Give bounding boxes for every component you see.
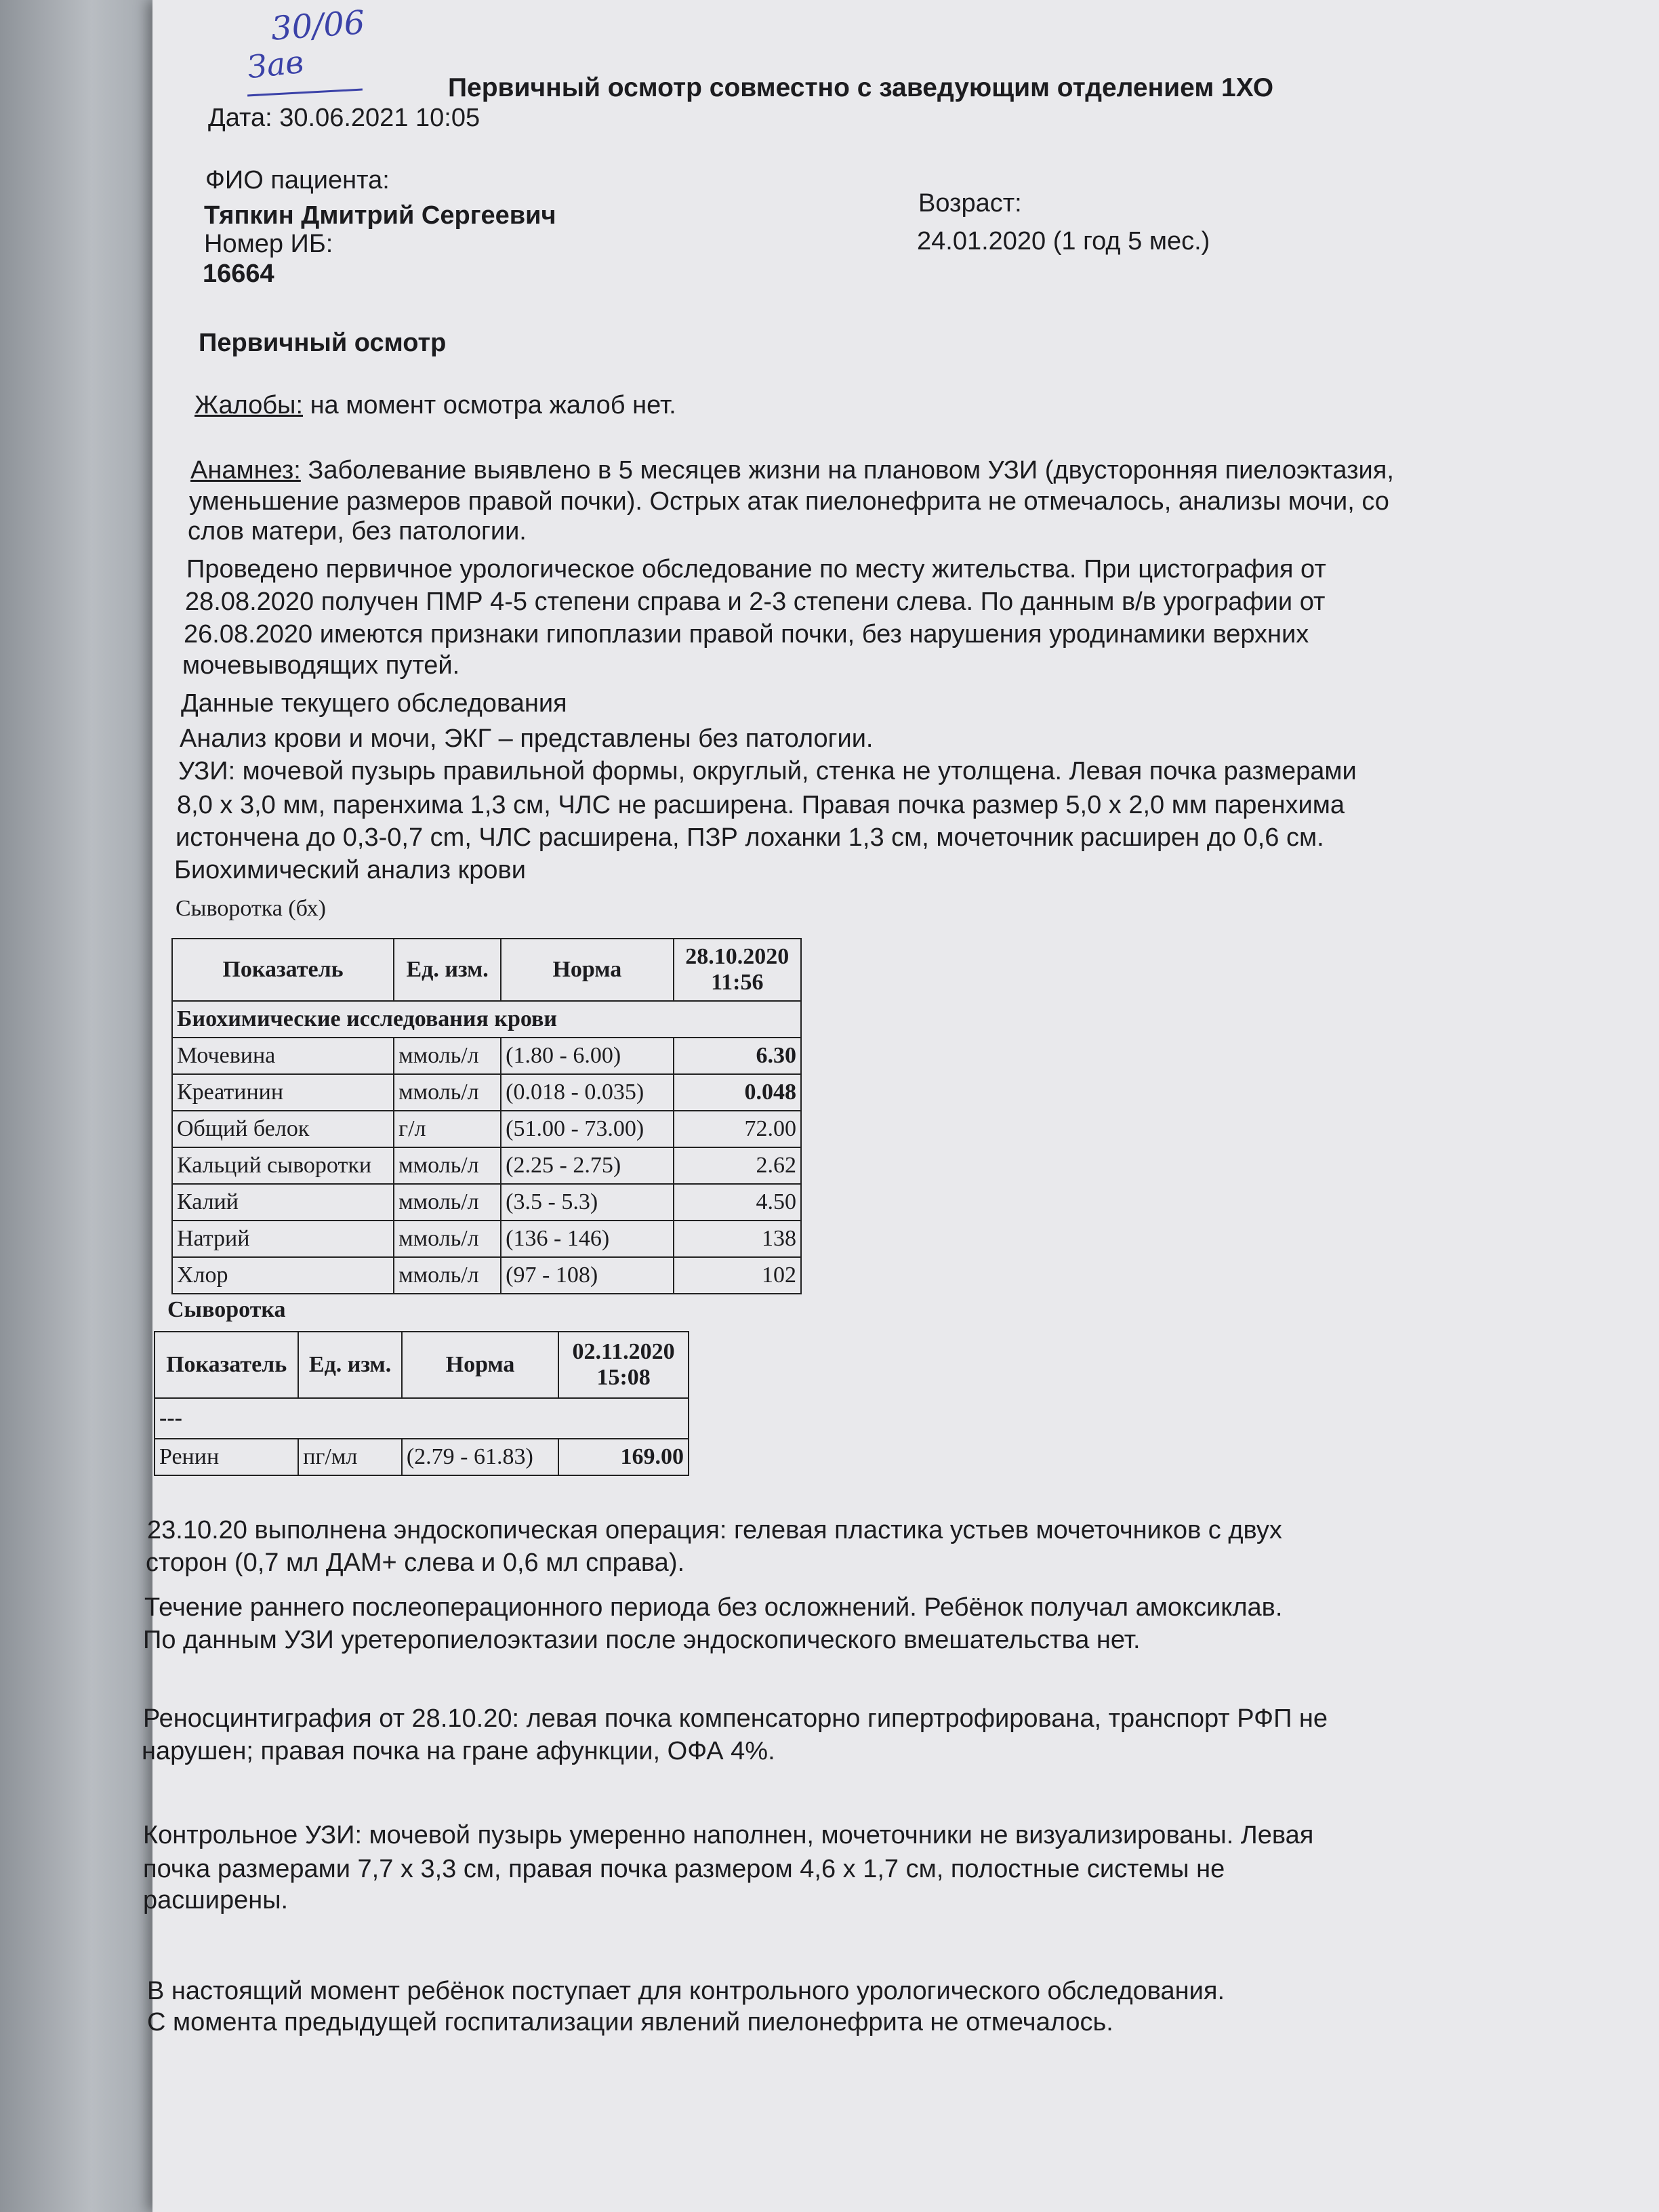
column-header: Норма bbox=[501, 939, 673, 1001]
body-line: нарушен; правая почка на гране афункции, ОФА 4%. bbox=[142, 1737, 775, 1765]
fio-label: ФИО пациента: bbox=[205, 166, 390, 194]
anamnesis-line: истончена до 0,3-0,7 cm, ЧЛС расширена, ПЗР лоханки 1,3 см, мочеточник расширен до 0,6 см. bbox=[176, 823, 1324, 852]
renin-table bbox=[154, 1331, 689, 1476]
section-title: Первичный осмотр bbox=[199, 329, 447, 357]
anamnesis-line: Проведено первичное урологическое обследование по месту жительства. При цистография от bbox=[186, 555, 1326, 583]
column-header: 28.10.2020 11:56 bbox=[674, 939, 801, 1001]
table-section-label: --- bbox=[155, 1398, 689, 1439]
table-section-row bbox=[155, 1398, 689, 1439]
signature-underline bbox=[247, 89, 363, 97]
age-label: Возраст: bbox=[918, 189, 1022, 218]
body-line: С момента предыдущей госпитализации явлений пиелонефрита не отмечалось. bbox=[147, 2008, 1113, 2036]
fio-value: Тяпкин Дмитрий Сергеевич bbox=[204, 201, 556, 230]
document-date: Дата: 30.06.2021 10:05 bbox=[208, 104, 480, 132]
ib-label: Номер ИБ: bbox=[204, 230, 333, 258]
column-header: Показатель bbox=[155, 1332, 298, 1398]
body-line: расширены. bbox=[143, 1886, 289, 1914]
body-line: Течение раннего послеоперационного периода без осложнений. Ребёнок получал амоксиклав. bbox=[144, 1593, 1283, 1622]
table-header-row bbox=[155, 1332, 689, 1398]
table-row: Общий белок г/л (51.00 - 73.00) 72.00 bbox=[172, 1111, 801, 1147]
body-line: Контрольное УЗИ: мочевой пузырь умеренно наполнен, мочеточники не визуализированы. Левая bbox=[143, 1821, 1314, 1849]
table-row: Ренин пг/мл (2.79 - 61.83) 169.00 bbox=[155, 1439, 689, 1475]
anamnesis-line: уменьшение размеров правой почки). Острых атак пиелонефрита не отмечалось, анализы мочи, со bbox=[189, 487, 1389, 516]
handwritten-date: 30/06 bbox=[270, 3, 367, 48]
anamnesis-line: УЗИ: мочевой пузырь правильной формы, округлый, стенка не утолщена. Левая почка размерами bbox=[178, 757, 1357, 785]
table-row: Натрий ммоль/л (136 - 146) 138 bbox=[172, 1221, 801, 1257]
column-header: 02.11.2020 15:08 bbox=[558, 1332, 689, 1398]
handwritten-signature: Зав bbox=[245, 43, 306, 86]
column-header: Норма bbox=[402, 1332, 558, 1398]
anamnesis-label: Анамнез: bbox=[190, 456, 301, 485]
anamnesis-line: 28.08.2020 получен ПМР 4-5 степени справа и 2-3 степени слева. По данным в/в урографии от bbox=[185, 588, 1326, 616]
complaints-text: на момент осмотра жалоб нет. bbox=[303, 391, 676, 419]
table-section-row bbox=[172, 1001, 801, 1038]
anamnesis-line: Анализ крови и мочи, ЭКГ – представлены без патологии. bbox=[180, 724, 874, 753]
table2-caption: Сыворотка bbox=[167, 1297, 286, 1322]
anamnesis-line: 26.08.2020 имеются признаки гипоплазии правой почки, без нарушения уродинамики верхних bbox=[184, 620, 1309, 649]
document-sheet bbox=[142, 0, 1659, 2212]
table-section-label: Биохимические исследования крови bbox=[172, 1001, 801, 1038]
complaints-label: Жалобы: bbox=[194, 391, 304, 419]
column-header: Показатель bbox=[172, 939, 394, 1001]
body-line: 23.10.20 выполнена эндоскопическая операция: гелевая пластика устьев мочеточников с двух bbox=[147, 1516, 1282, 1544]
table1-caption: Сыворотка (бх) bbox=[176, 896, 326, 921]
anamnesis-line: Анамнез: Заболевание выявлено в 5 месяцев жизни на плановом УЗИ (двусторонняя пиелоэктазия, bbox=[190, 456, 1394, 485]
table-row: Калий ммоль/л (3.5 - 5.3) 4.50 bbox=[172, 1184, 801, 1221]
anamnesis-line: мочевыводящих путей. bbox=[182, 651, 460, 680]
anamnesis-line: Данные текущего обследования bbox=[181, 689, 567, 718]
table-row: Кальций сыворотки ммоль/л (2.25 - 2.75) 2.62 bbox=[172, 1147, 801, 1184]
body-line: Реносцинтиграфия от 28.10.20: левая почка компенсаторно гипертрофирована, транспорт РФП не bbox=[143, 1704, 1328, 1733]
age-value: 24.01.2020 (1 год 5 мес.) bbox=[917, 227, 1210, 255]
table-row: Мочевина ммоль/л (1.80 - 6.00) 6.30 bbox=[172, 1038, 801, 1074]
document-title: Первичный осмотр совместно с заведующим отделением 1ХО bbox=[448, 73, 1274, 102]
body-line: В настоящий момент ребёнок поступает для контрольного урологического обследования. bbox=[147, 1977, 1225, 2005]
body-line: почка размерами 7,7 х 3,3 см, правая почка размером 4,6 х 1,7 см, полостные системы не bbox=[143, 1855, 1225, 1883]
anamnesis-line: Биохимический анализ крови bbox=[174, 856, 526, 884]
body-line: По данным УЗИ уретеропиелоэктазии после эндоскопического вмешательства нет. bbox=[143, 1626, 1141, 1654]
anamnesis-line: 8,0 х 3,0 мм, паренхима 1,3 см, ЧЛС не расширена. Правая почка размер 5,0 х 2,0 мм паренхима bbox=[177, 791, 1345, 819]
column-header: Ед. изм. bbox=[298, 1332, 402, 1398]
anamnesis-line: слов матери, без патологии. bbox=[188, 517, 527, 546]
complaints bbox=[194, 390, 676, 420]
left-page-edge bbox=[0, 0, 152, 2212]
table-row: Креатинин ммоль/л (0.018 - 0.035) 0.048 bbox=[172, 1074, 801, 1111]
table-header-row bbox=[172, 939, 801, 1001]
biochemistry-table bbox=[171, 938, 802, 1294]
body-line: сторон (0,7 мл ДАМ+ слева и 0,6 мл справа). bbox=[146, 1549, 685, 1577]
column-header: Ед. изм. bbox=[394, 939, 501, 1001]
table-row: Хлор ммоль/л (97 - 108) 102 bbox=[172, 1257, 801, 1294]
ib-value: 16664 bbox=[203, 260, 274, 288]
